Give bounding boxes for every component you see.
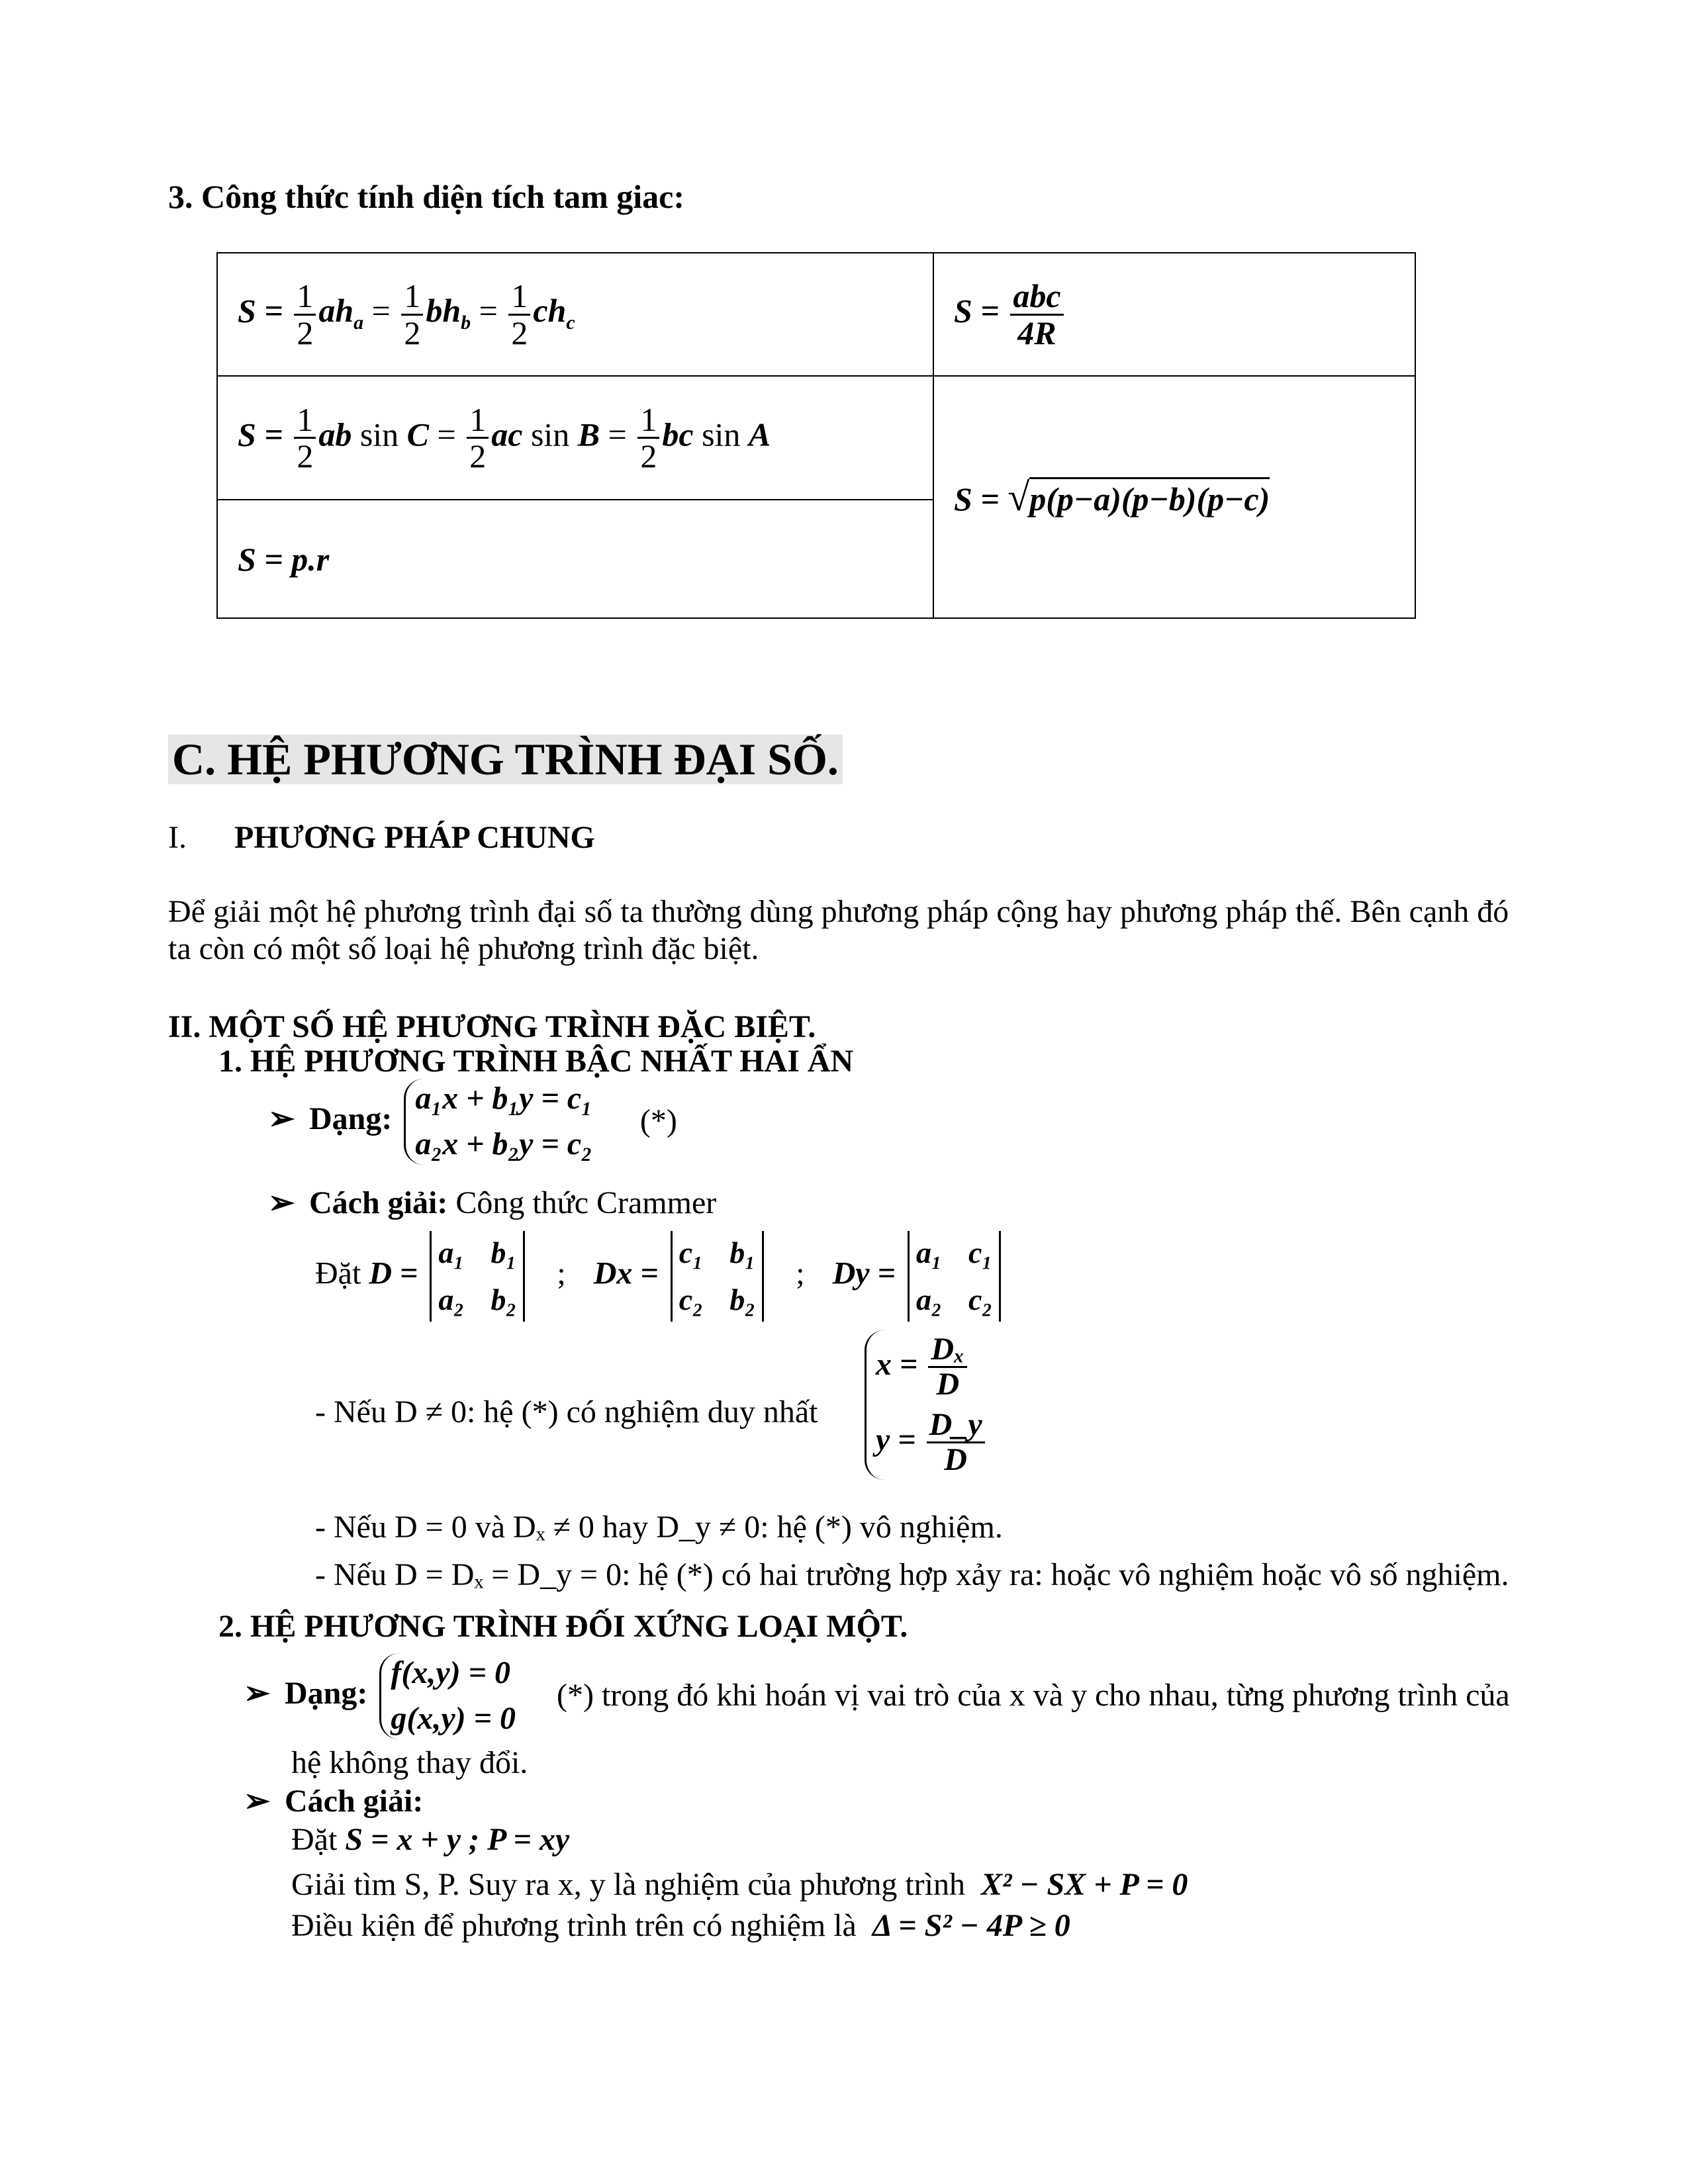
paragraph-line-2: ta còn có một số loại hệ phương trình đặc biệt. <box>168 931 759 966</box>
arrowhead-bullet-icon: ➢ <box>268 1185 295 1220</box>
s-label: S = <box>238 292 283 330</box>
formula-circumradius: S = abc 4R <box>933 253 1415 376</box>
sub2-line1: Đặt S = x + y ; P = xy <box>291 1822 570 1857</box>
part-i-number: I. <box>168 820 187 855</box>
case-no-solution: - Nếu D = 0 và Dₓ ≠ 0 hay D_y ≠ 0: hệ (*) vô nghiệm. <box>315 1510 1003 1545</box>
case-degenerate: - Nếu D = Dₓ = D_y = 0: hệ (*) có hai trường hợp xảy ra: hoặc vô nghiệm hoặc vô số nghiệm. <box>315 1557 1509 1592</box>
sub2-dang: ➢ Dạng: f(x,y) = 0 g(x,y) = 0 (*) trong đó khi hoán vị vai trò của x và y cho nhau, từng phương trình của <box>244 1653 1510 1739</box>
sub2-dang-cont: hệ không thay đổi. <box>291 1745 528 1780</box>
part-i-title: PHƯƠNG PHÁP CHUNG <box>234 820 595 855</box>
formula-sine: S = $\frac{1}{2}$ ab sin C = $\frac{1}{2}$ ac sin B = $\frac{1}{2}$ bc sin A <box>217 376 933 500</box>
case-unique-solution: - Nếu D ≠ 0: hệ (*) có nghiệm duy nhất <box>315 1394 818 1430</box>
determinants-line: Đặt D = a₁ b₁ a₂ b₂ ; Dx = c₁ b₁ c₂ b₂ ; Dy = a₁ c₁ a₂ c₂ <box>315 1231 1005 1322</box>
sub2-line3: Điều kiện để phương trình trên có nghiệm là Δ = S² − 4P ≥ 0 <box>291 1908 1070 1943</box>
sub1-dang: ➢ Dạng: a₁x + b₁y = c₁ a₂x + b₂y = c₂ (*) <box>268 1079 677 1165</box>
sub2-cach-giai: ➢ Cách giải: <box>244 1784 424 1819</box>
solution-system: x = $\frac{\text{Dₓ}}{D}$ y = $\frac{D\_y}{D}$ <box>861 1330 988 1480</box>
triangle-area-table <box>216 252 1416 619</box>
formula-heights: S = $\frac{1}{2}$ $ah_a$ = $\frac{1}{2}$ $bh_b$ = $\frac{1}{2}$ $ch_c$ <box>217 253 933 376</box>
formula-inradius: S = p.r <box>217 500 933 618</box>
section-c-heading: C. HỆ PHƯƠNG TRÌNH ĐẠI SỐ. <box>168 735 843 784</box>
part-ii-title: II. MỘT SỐ HỆ PHƯƠNG TRÌNH ĐẶC BIỆT. <box>168 1009 816 1044</box>
sub2-title: 2. HỆ PHƯƠNG TRÌNH ĐỐI XỨNG LOẠI MỘT. <box>218 1609 908 1644</box>
sub2-line2: Giải tìm S, P. Suy ra x, y là nghiệm của phương trình X² − SX + P = 0 <box>291 1867 1188 1902</box>
sub1-cach-giai: ➢ Cách giải: Công thức Crammer <box>268 1185 717 1220</box>
section-3-title: 3. Công thức tính diện tích tam giac: <box>168 178 685 215</box>
paragraph-line-1: Để giải một hệ phương trình đại số ta thường dùng phương pháp cộng hay phương pháp thế. Bên cạnh đó <box>168 894 1509 929</box>
sub1-title: 1. HỆ PHƯƠNG TRÌNH BẬC NHẤT HAI ẨN <box>218 1044 854 1079</box>
arrowhead-bullet-icon: ➢ <box>244 1675 271 1711</box>
formula-heron: S = √p(p−a)(p−b)(p−c) <box>933 376 1415 618</box>
arrowhead-bullet-icon: ➢ <box>244 1784 271 1819</box>
arrowhead-bullet-icon: ➢ <box>268 1101 295 1136</box>
